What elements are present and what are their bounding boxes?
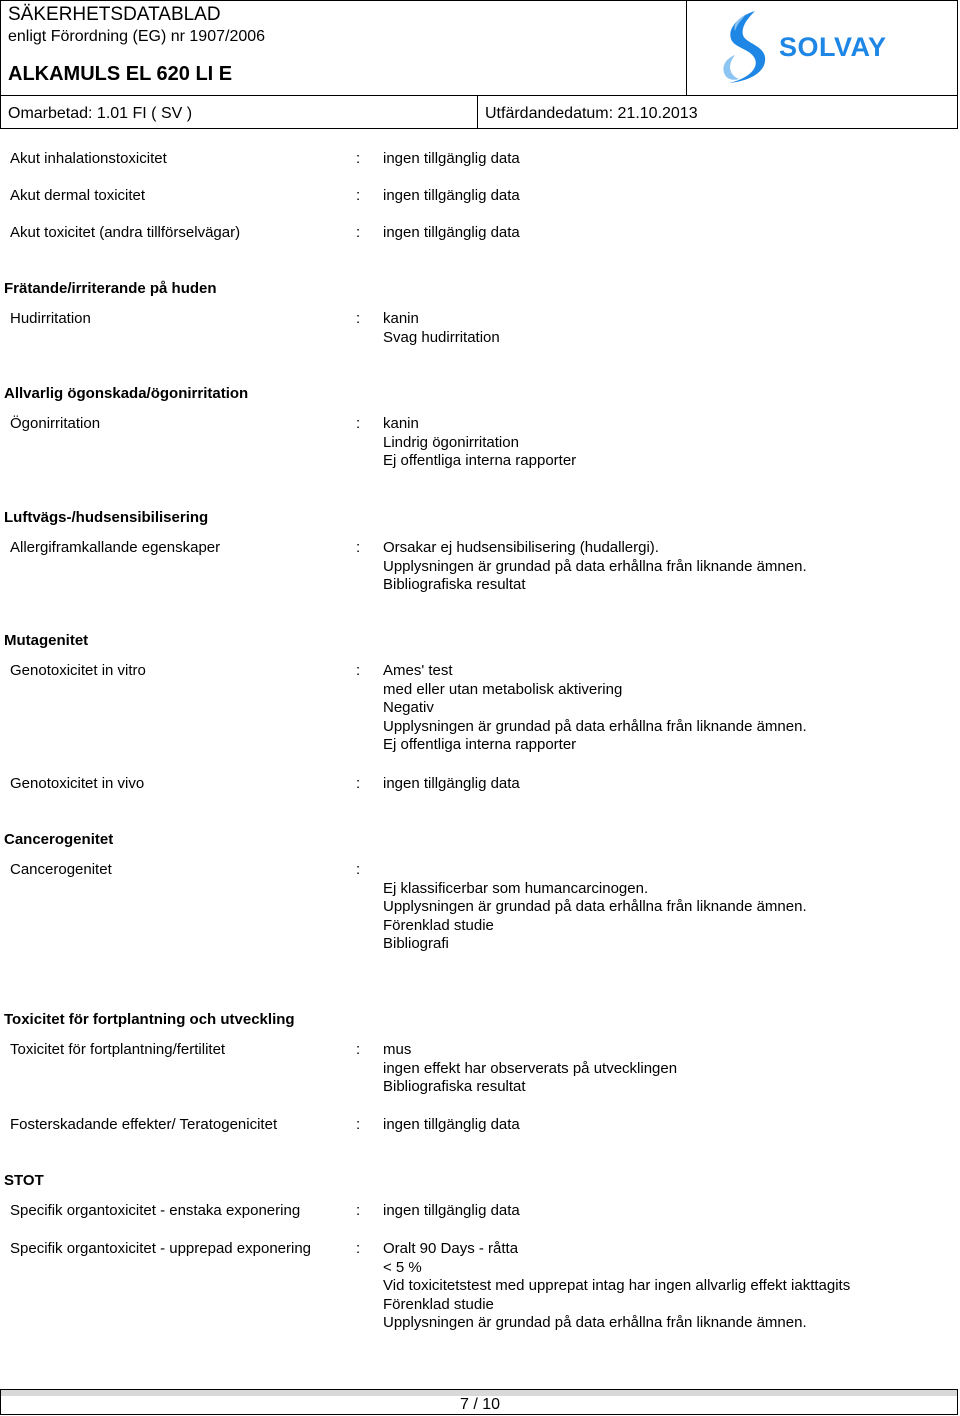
- row-values: [383, 662, 943, 755]
- header-meta-row: [1, 95, 957, 129]
- issue-date: Utfärdandedatum: 21.10.2013: [485, 105, 698, 122]
- company-logo: [687, 1, 957, 95]
- page-footer: [0, 1389, 958, 1415]
- row-values: [383, 187, 943, 206]
- row-value: Ej offentliga interna rapporter: [383, 736, 577, 754]
- row-value: ingen tillgänglig data: [383, 224, 520, 241]
- logo-wordmark: SOLVAY: [779, 32, 887, 62]
- row-colon: :: [356, 1240, 361, 1257]
- row-value: med eller utan metabolisk aktivering: [383, 680, 623, 698]
- row-value: Förenklad studie: [383, 916, 494, 934]
- row-value: Orsakar ej hudsensibilisering (hudallergi).: [383, 539, 659, 556]
- revision-info: Omarbetad: 1.01 FI ( SV ): [8, 105, 193, 122]
- row-value: kanin: [383, 310, 419, 327]
- row-colon: :: [356, 187, 361, 204]
- row-value: Vid toxicitetstest med upprepat intag har ingen allvarlig effekt iakttagits: [383, 1277, 851, 1295]
- row-value: ingen tillgänglig data: [383, 150, 520, 167]
- regulation-reference: enligt Förordning (EG) nr 1907/2006: [8, 28, 266, 45]
- row-value: Bibliografiska resultat: [383, 1078, 526, 1096]
- section-title-skin: Frätande/irriterande på huden: [4, 280, 217, 297]
- row-label: Fosterskadande effekter/ Teratogenicitet: [10, 1116, 278, 1133]
- row-values: [383, 775, 943, 794]
- row-value: Oralt 90 Days - råtta: [383, 1240, 519, 1257]
- row-value: ingen tillgänglig data: [383, 1116, 520, 1133]
- row-colon: :: [356, 415, 361, 432]
- row-value: Upplysningen är grundad på data erhållna från liknande ämnen.: [383, 1314, 807, 1332]
- row-value: Upplysningen är grundad på data erhållna från liknande ämnen.: [383, 717, 807, 735]
- row-value: mus: [383, 1041, 412, 1058]
- row-values: [383, 224, 943, 243]
- row-value: Lindrig ögonirritation: [383, 433, 519, 451]
- row-label: Akut dermal toxicitet: [10, 187, 146, 204]
- section-title-sensitisation: Luftvägs-/hudsensibilisering: [4, 509, 209, 526]
- row-colon: :: [356, 775, 361, 792]
- row-values: [383, 861, 943, 954]
- row-colon: :: [356, 224, 361, 241]
- row-colon: :: [356, 861, 361, 878]
- row-label: Akut toxicitet (andra tillförselvägar): [10, 224, 241, 241]
- row-value: Ej offentliga interna rapporter: [383, 452, 577, 470]
- row-value: Ej klassificerbar som humancarcinogen.: [383, 879, 649, 897]
- row-value: ingen effekt har observerats på utvecklingen: [383, 1059, 678, 1077]
- product-name: ALKAMULS EL 620 LI E: [8, 63, 233, 85]
- row-label: Genotoxicitet in vivo: [10, 775, 145, 792]
- row-value: Bibliografiska resultat: [383, 576, 526, 594]
- document-header: [0, 0, 958, 129]
- row-values: [383, 1202, 943, 1221]
- row-label: Cancerogenitet: [10, 861, 112, 878]
- document-title: SÄKERHETSDATABLAD: [8, 4, 221, 25]
- row-colon: :: [356, 310, 361, 327]
- row-values: [383, 1240, 943, 1333]
- row-colon: :: [356, 539, 361, 556]
- header-divider: [477, 96, 478, 129]
- row-value: Upplysningen är grundad på data erhållna från liknande ämnen.: [383, 557, 807, 575]
- row-value: Förenklad studie: [383, 1295, 494, 1313]
- row-value: ingen tillgänglig data: [383, 187, 520, 204]
- row-values: [383, 539, 943, 595]
- row-value: kanin: [383, 415, 419, 432]
- header-title-block: [1, 1, 687, 95]
- row-value: ingen tillgänglig data: [383, 775, 520, 792]
- row-value: ingen tillgänglig data: [383, 1202, 520, 1219]
- row-values: [383, 1116, 943, 1135]
- solvay-swirl-icon: [715, 9, 775, 85]
- row-value: Negativ: [383, 699, 434, 717]
- row-values: [383, 310, 943, 347]
- section-title-mutagenicity: Mutagenitet: [4, 632, 89, 649]
- row-label: Hudirritation: [10, 310, 91, 327]
- row-label: Specifik organtoxicitet - upprepad exponering: [10, 1240, 312, 1257]
- row-colon: :: [356, 1116, 361, 1133]
- row-value: Svag hudirritation: [383, 328, 500, 346]
- page-number: 7 / 10: [459, 1396, 501, 1413]
- row-label: Specifik organtoxicitet - enstaka exponering: [10, 1202, 301, 1219]
- row-label: Akut inhalationstoxicitet: [10, 150, 167, 167]
- row-value-blank: [383, 861, 943, 880]
- row-label: Toxicitet för fortplantning/fertilitet: [10, 1041, 226, 1058]
- row-value: Ames' test: [383, 662, 453, 679]
- row-value: < 5 %: [383, 1258, 422, 1276]
- row-colon: :: [356, 1041, 361, 1058]
- section-title-reproduction: Toxicitet för fortplantning och utveckling: [4, 1011, 295, 1028]
- section-title-carcinogenicity: Cancerogenitet: [4, 831, 114, 848]
- row-values: [383, 1041, 943, 1097]
- row-value: Bibliografi: [383, 935, 449, 953]
- row-label: Genotoxicitet in vitro: [10, 662, 146, 679]
- row-label: Allergiframkallande egenskaper: [10, 539, 221, 556]
- row-values: [383, 150, 943, 169]
- row-values: [383, 415, 943, 471]
- row-colon: :: [356, 1202, 361, 1219]
- section-title-stot: STOT: [4, 1172, 44, 1189]
- row-colon: :: [356, 662, 361, 679]
- row-colon: :: [356, 150, 361, 167]
- row-label: Ögonirritation: [10, 415, 101, 432]
- section-title-eye: Allvarlig ögonskada/ögonirritation: [4, 385, 249, 402]
- row-value: Upplysningen är grundad på data erhållna från liknande ämnen.: [383, 898, 807, 916]
